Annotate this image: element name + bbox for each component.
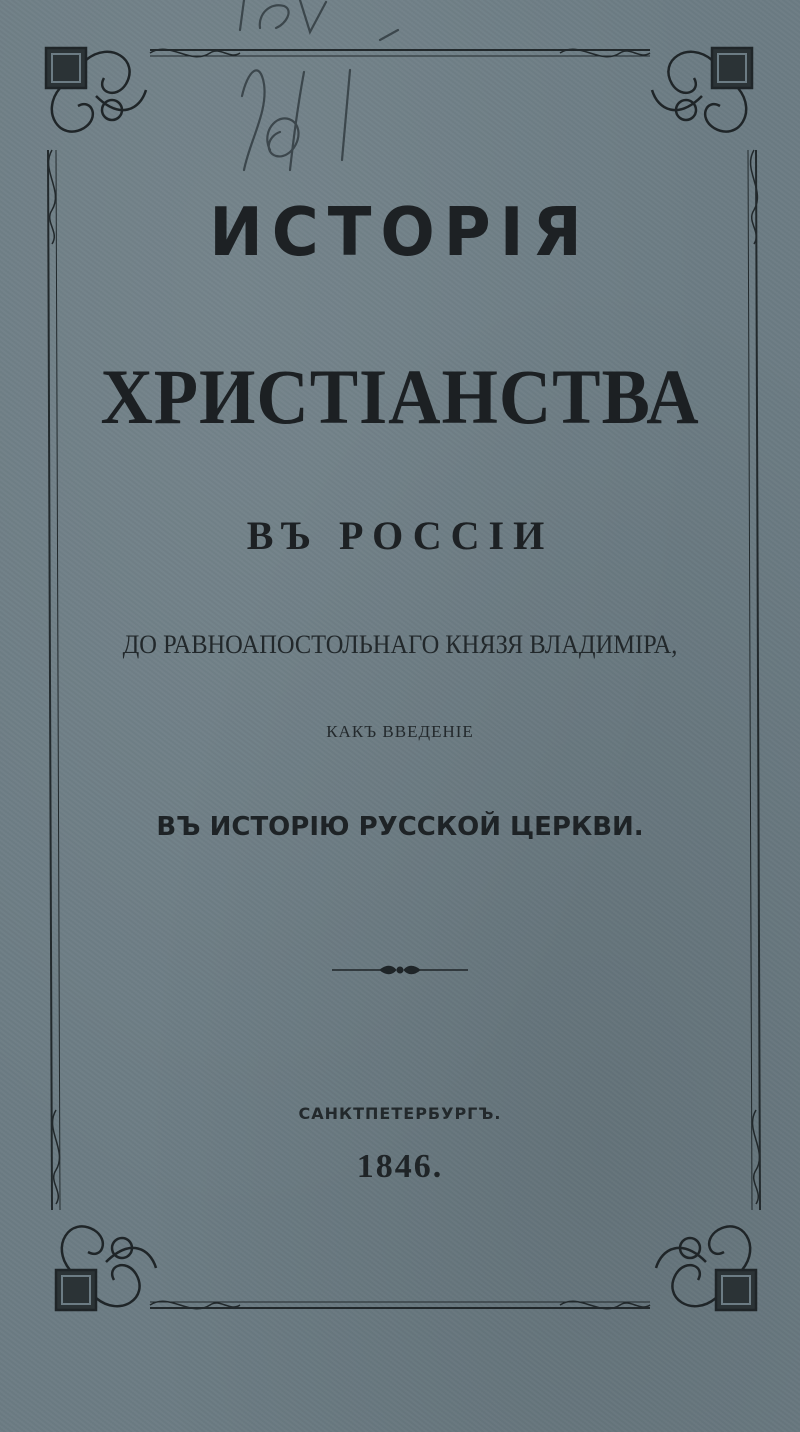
title-word-christianity: ХРИСТІАНСТВА — [100, 353, 700, 440]
ornamental-corner-icon — [656, 1226, 756, 1310]
title-in-russia: ВЪ РОССІИ — [246, 513, 554, 558]
imprint-city: САНКТПЕТЕРБУРГЪ. — [298, 1104, 502, 1123]
ornamental-corner-icon — [56, 1226, 156, 1310]
ornamental-corner-icon — [652, 48, 752, 132]
scroll-divider-icon — [330, 962, 470, 978]
subtitle-as-introduction: КАКЪ ВВЕДЕНІЕ — [326, 722, 474, 741]
ornamental-corner-icon — [46, 48, 146, 132]
subtitle-russian-church: ВЪ ИСТОРІЮ РУССКОЙ ЦЕРКВИ. — [156, 812, 644, 842]
subtitle-prince-vladimir: ДО РАВНОАПОСТОЛЬНАГО КНЯЗЯ ВЛАДИМІРА, — [122, 630, 678, 659]
imprint-year: 1846. — [356, 1148, 444, 1185]
title-word-history: ИСТОРІЯ — [209, 194, 591, 272]
